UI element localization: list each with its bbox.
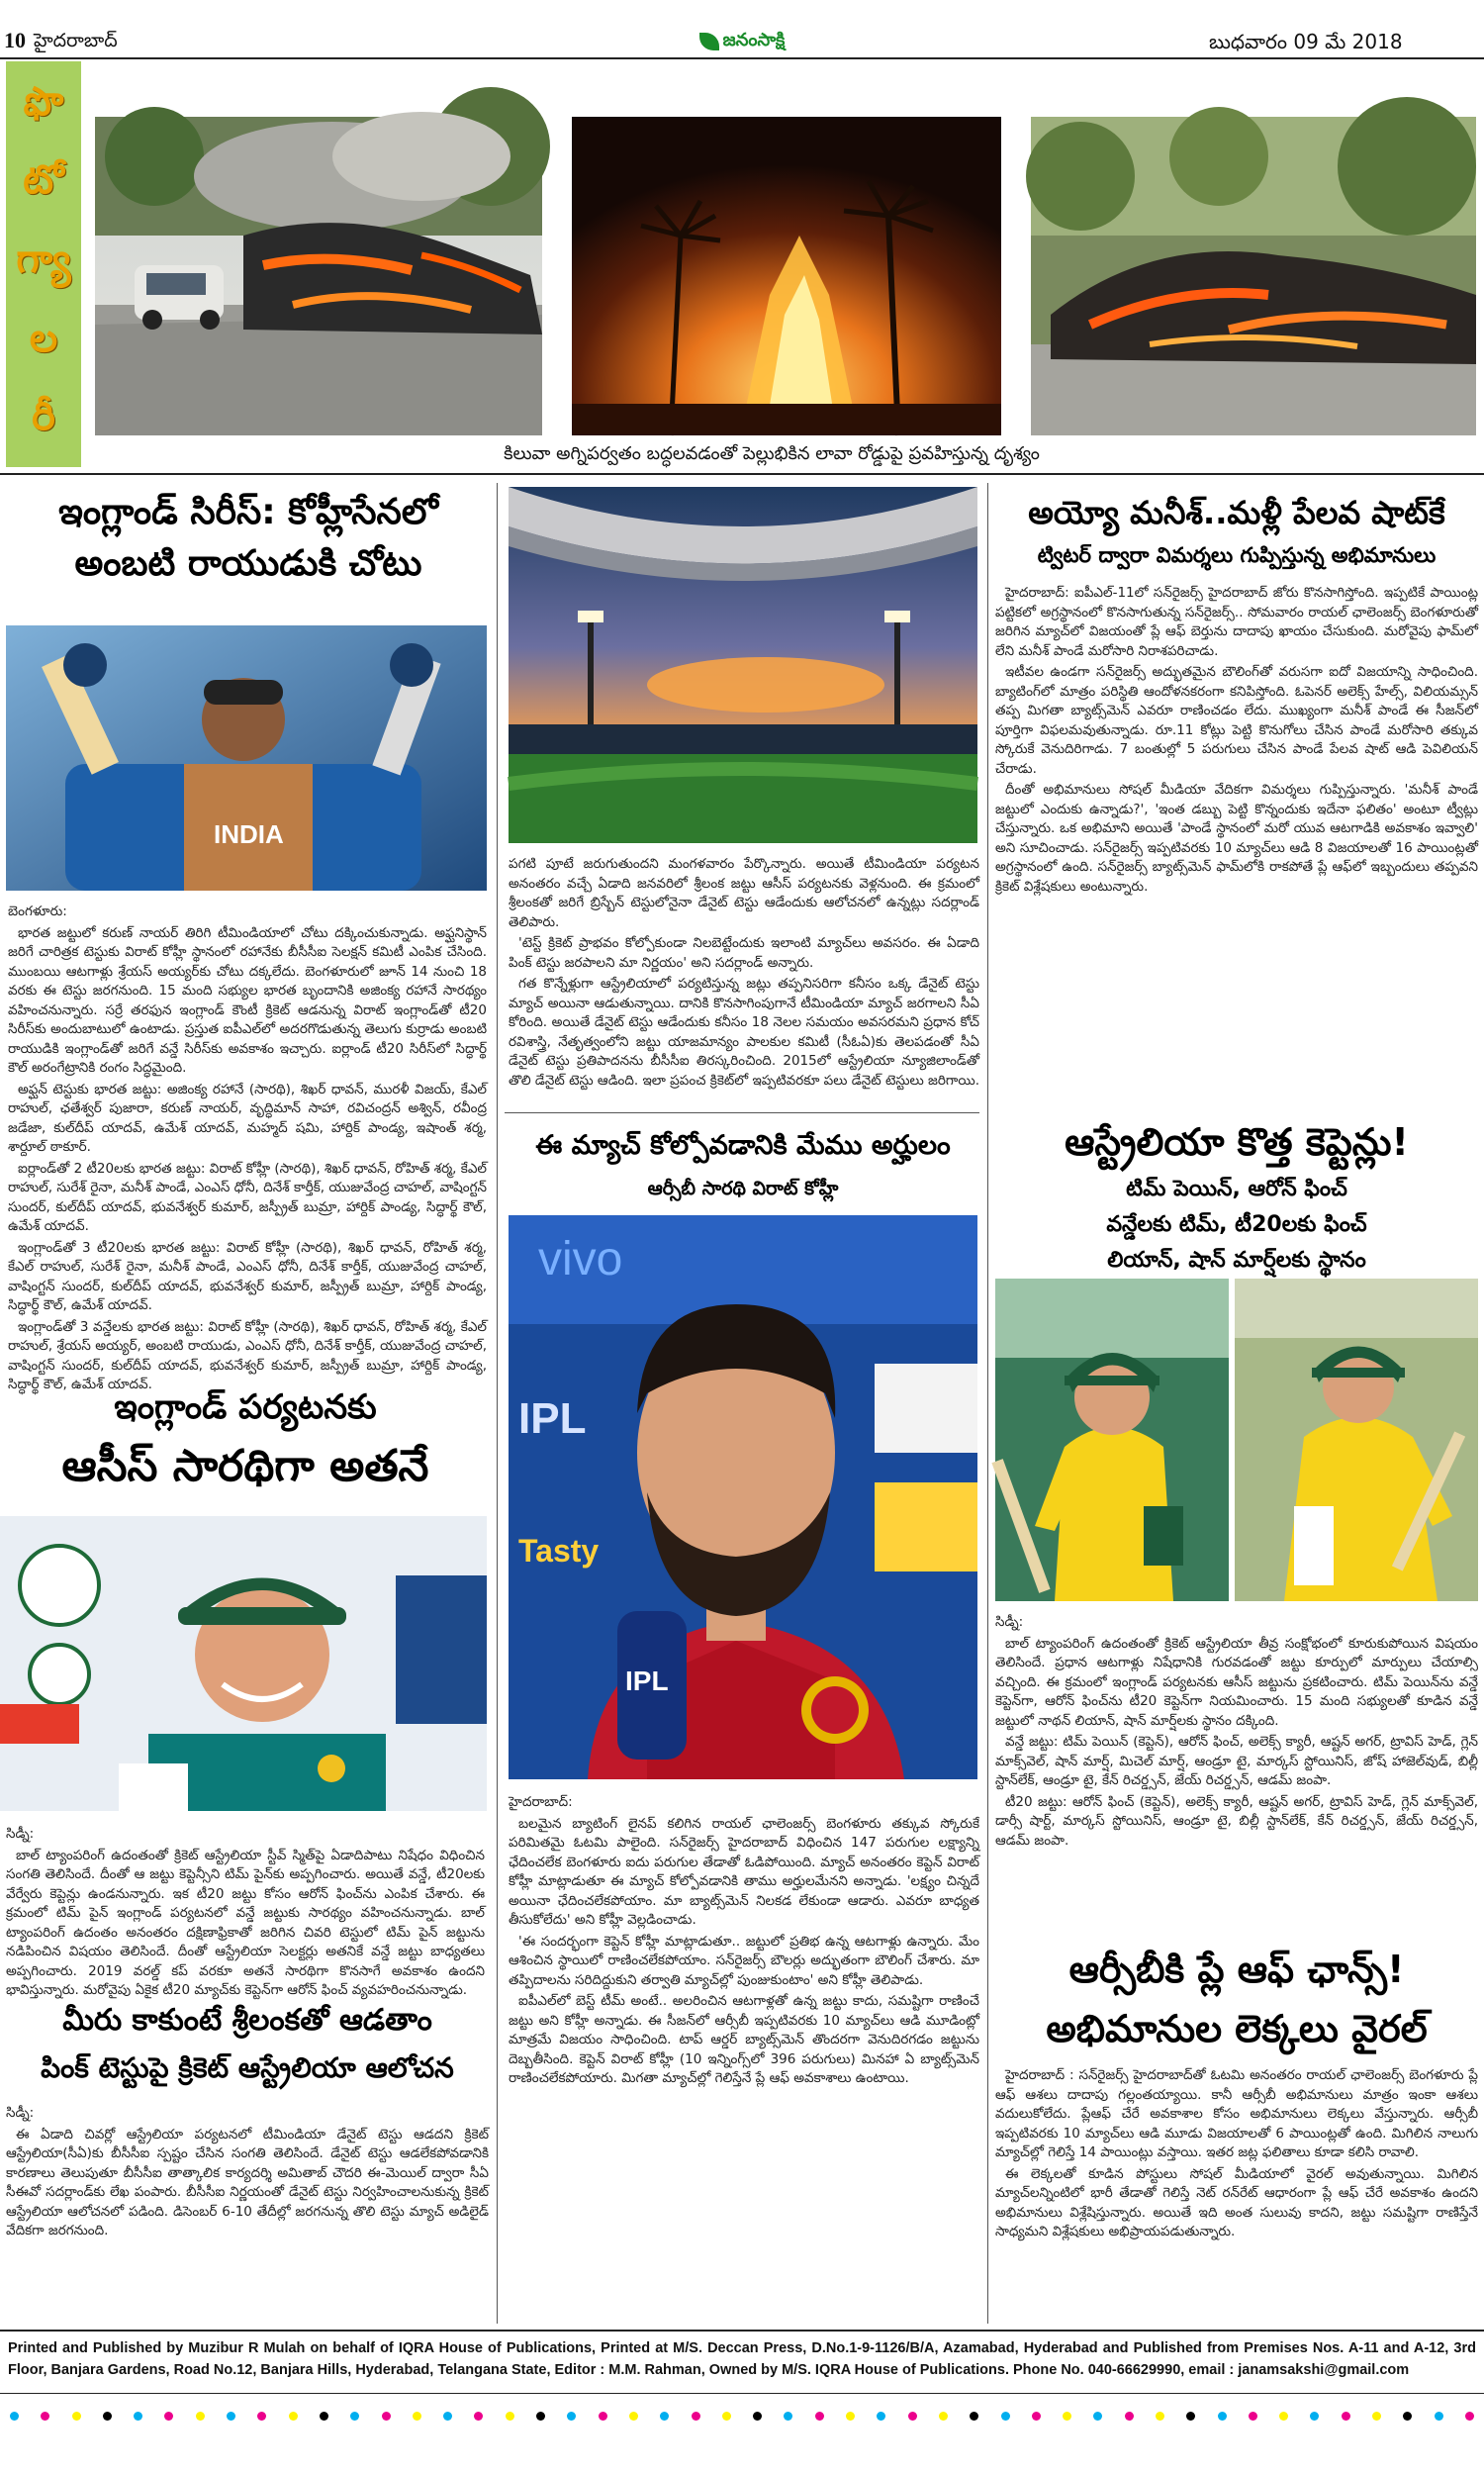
registration-dot	[1156, 2412, 1164, 2421]
registration-dot	[753, 2412, 762, 2421]
registration-dot	[1063, 2412, 1071, 2421]
stadium-illustration	[509, 487, 977, 843]
registration-dot	[908, 2412, 917, 2421]
registration-dot	[196, 2412, 205, 2421]
lava-road-photo	[95, 117, 542, 435]
captains-sub2: వన్డేలకు టిమ్, టీ20లకు ఫించ్	[1106, 1212, 1367, 1237]
registration-dot	[506, 2412, 514, 2421]
masthead-rule	[0, 57, 1484, 59]
captains-sub3: లియాన్, షాన్ మార్ష్‌లకు స్థానం	[1107, 1248, 1366, 1273]
registration-dot	[443, 2412, 452, 2421]
paine-body: సిడ్నీ: బాల్ ట్యాంపరింగ్ ఉదంతంతో క్రికెట్ ఆస్ట్రేలియా స్టీవ్ స్మిత్‌పై ఏడాదిపాటు నిషేధం విధించిన సంగతి తెలిసిందే. దీంతో ఆ జట్టు కెప్టెన్సీని టిమ్ పైన్‌కు అప్పగించారు. అయితే వన్డే, టీ20లకు వేర్వేరు కెప్టెన్లు ఉండనున్నారు. ఇక టీ20 జట్టు కోసం ఆరోన్ ఫించ్‌ను ఎంపిక చేశారు. ఈ క్రమంలో టిమ్ పైన్ ఇంగ్లాండ్ పర్యటనలో వన్డే జట్టుకు సారథ్యం వహించనున్నాడు. బాల్ ట్యాంపరింగ్ ఉదంతం అనంతరం దక్షిణాఫ్రికాతో జరిగిన చివరి టెస్టులో టిమ్ పైన్ జట్టును నడిపించిన విషయం తెలిసిందే. దీంతో ఆస్ట్రేలియా సెలక్టర్లు అతనికే వన్డే జట్టు బాధ్యతలు అప్పగించారు. 2019 వరల్డ్ కప్ వరకూ అతనే సారథిగా కొనసాగే అవకాశం ఉందని భావిస్తున్నారు. మరోవైపు ఏకైక టీ20 మ్యాచ్‌కు కెప్టెన్‌గా ఆరోన్ ఫించ్ వ్యవహరించనున్నాడు.	[6, 1826, 485, 1998]
gallery-label-char: రీ	[32, 394, 55, 440]
registration-dot	[629, 2412, 638, 2421]
registration-dot	[474, 2412, 483, 2421]
registration-dot	[877, 2412, 885, 2421]
backdrop-word-ipl: IPL	[518, 1394, 587, 1443]
story-pink-test	[6, 1997, 489, 2314]
registration-dot	[567, 2412, 576, 2421]
story-stadium	[507, 487, 979, 1100]
registration-dot	[660, 2412, 669, 2421]
captains-headline: ఆస్ట్రేలియా కొత్త కెప్టెన్లు!	[1065, 1120, 1409, 1164]
pandey-subhead: ట్విటర్ ద్వారా విమర్శలు గుప్పిస్తున్న అభిమానులు	[1037, 543, 1437, 567]
pink-test-body: సిడ్నీ: ఈ ఏడాది చివర్లో ఆస్ట్రేలియా పర్యటనలో టీమిండియా డేనైట్ టెస్టు ఆడదని క్రికెట్ ఆస్ట్రేలియా(సీఏ)కు బీసీసీఐ స్పష్టం చేసిన సంగతి తెలిసిందే. డేనైట్ టెస్టు ఆడలేకపోవడానికి కారణాలు తెలుపుతూ బీసీసీఐ తాత్కాలిక కార్యదర్శి అమితాబ్ చౌదరి ఈ-మెయిల్ ద్వారా సీఏ సీఈవో సదర్లాండ్‌కు లేఖ పంపారు. బీసీసీఐ నిర్ణయంతో డేనైట్ టెస్టు నిర్వహించాలనుకున్న క్రికెట్ ఆస్ట్రేలియా ఆలోచనలో పడింది. డిసెంబర్ 6-10 తేదీల్లో జరగనున్న తొలి టెస్టు మ్యాచ్ అడిలైడ్ వేదికగా జరగనుంది.	[6, 2105, 489, 2238]
pandey-body: హైదరాబాద్: ఐపీఎల్-11లో సన్‌రైజర్స్ హైదరాబాద్ జోరు కొనసాగిస్తోంది. ఇప్పటికే పాయింట్ల పట్టికలో అగ్రస్థానంలో కొనసాగుతున్న సన్‌రైజర్స్.. సోమవారం రాయల్ ఛాలెంజర్స్ బెంగళూరుతో జరిగిన మ్యాచ్‌లో విజయంతో ప్లే ఆఫ్ బెర్తును దాదాపు ఖాయం చేసుకుంది. మరోవైపు ఫామ్‌లో లేని మనీశ్ పాండే మరోసారి నిరాశపరిచాడు. ఇటీవల ఉండగా సన్‌రైజర్స్ అద్భుతమైన బౌలింగ్‌తో వరుసగా ఐదో విజయాన్ని సాధించింది. బ్యాటింగ్‌లో మాత్రం పరిస్థితి ఆందోళనకరంగా కనిపిస్తోంది. ఓపెనర్ అలెక్స్ హేల్స్, విలియమ్సన్ తప్ప మిగతా బ్యాట్స్‌మెన్ ఎవరూ రాణించడం లేదు. ముఖ్యంగా మనీశ్ పాండే ఈ సీజన్‌లో పూర్తిగా విఫలమవుతున్నాడు. రూ.11 కోట్లు పెట్టి కొనుగోలు చేసిన పాండే మరోసారి తక్కువ స్కోరుకే వెనుదిరిగాడు. 7 బంతుల్లో 5 పరుగులు చేసిన పాండే పేలవ షాట్ ఆడి పెవిలియన్ చేరాడు. దీంతో అభిమానులు సోషల్ మీడియా వేదికగా విమర్శలు గుప్పిస్తున్నారు. 'మనీశ్ పాండే జట్టులో ఎందుకు ఉన్నాడు?', 'ఇంత డబ్బు పెట్టి కొన్నందుకు ఇదేనా ఫలితం' అంటూ ట్వీట్లు చేస్తున్నారు. ఒక అభిమాని అయితే 'పాండే స్థానంలో మరో యువ ఆటగాడికి అవకాశం ఇవ్వాలి' అని సూచించాడు. సన్‌రైజర్స్ ఇప్పటివరకు 10 మ్యాచ్‌లు ఆడి 8 విజయాలతో 16 పాయింట్లతో అగ్రస్థానంలో ఉంది. సన్‌రైజర్స్ బ్యాట్స్‌మెన్ ఫామ్‌లోకి రాకపోతే ప్లే ఆఫ్‌లో ఇబ్బందులు తప్పవని క్రికెట్ విశ్లేషకులు అంటున్నారు.	[995, 585, 1478, 895]
stadium-body: పగటి పూటే జరుగుతుందని మంగళవారం పేర్కొన్నారు. అయితే టీమిండియా పర్యటన అనంతరం వచ్చే ఏడాది జనవరిలో శ్రీలంక జట్టు ఆసీస్ పర్యటనకు వెళ్లనుంది. ఈ క్రమంలో శ్రీలంకతో జరిగే బ్రిస్బేన్ టెస్టులోనైనా డేనైట్ టెస్టు ఆడేందుకు ఆలోచనలో ఉన్నట్లు సదర్లాండ్ తెలిపారు. 'టెస్ట్ క్రికెట్ ప్రాభవం కోల్పోకుండా నిలబెట్టేందుకు ఇలాంటి మ్యాచ్‌లు అవసరం. ఈ ఏడాది పింక్ టెస్టు జరపాలని మా నిర్ణయం' అని సదర్లాండ్ అన్నారు. గత కొన్నేళ్లుగా ఆస్ట్రేలియాలో పర్యటిస్తున్న జట్లు తప్పనిసరిగా కనీసం ఒక్క డేనైట్ టెస్టు మ్యాచ్ అయినా ఆడుతున్నాయి. దానికి కొనసాగింపుగానే టీమిండియా మ్యాచ్ జరగాలని సీఏ కోరింది. అయితే డేనైట్ టెస్టు ఆడేందుకు కనీసం 18 నెలల సమయం అవసరమని ప్రధాన కోచ్ రవిశాస్త్రి, నేతృత్వంలోని జట్టు యాజమాన్యం పాలకుల కమిటీ (సీఓఏ)కు తెలపడంతో సీఏ డేనైట్ టెస్టు ప్రతిపాదనను బీసీసీఐ తిరస్కరించింది. 2015లో ఆస్ట్రేలియా న్యూజిలాండ్‌తో తొలి డేనైట్ టెస్టు ఆడింది. ఇలా ప్రపంచ క్రికెట్‌లో ఇప్పటివరకూ పలు డేనైట్ టెస్టులు జరిగాయి.	[509, 856, 980, 1089]
registration-dot	[599, 2412, 607, 2421]
photo-gallery	[0, 61, 1484, 475]
registration-dot	[1279, 2412, 1288, 2421]
captains-body: సిడ్నీ: బాల్ ట్యాంపరింగ్ ఉదంతంతో క్రికెట్ ఆస్ట్రేలియా తీవ్ర సంక్షోభంలో కూరుకుపోయిన విషయం తెలిసిందే. ప్రధాన ఆటగాళ్లు నిషేధానికి గురవడంతో జట్టు కూర్పులో మార్పులు చేయాల్సి వచ్చింది. ఈ క్రమంలో ఇంగ్లాండ్ పర్యటనకు ఆసీస్ జట్టును ప్రకటించారు. టిమ్ పెయిన్‌ను వన్డే కెప్టెన్‌గా, ఆరోన్ ఫించ్‌ను టీ20 కెప్టెన్‌గా నియమించారు. 15 మంది సభ్యులతో కూడిన వన్డే జట్టులో నాథన్ లియాన్, షాన్ మార్ష్‌లకు స్థానం దక్కింది. వన్డే జట్టు: టిమ్ పెయిన్ (కెప్టెన్), ఆరోన్ ఫించ్, అలెక్స్ క్యారీ, ఆష్టన్ అగర్, ట్రావిస్ హెడ్, గ్లెన్ మాక్స్‌వెల్, షాన్ మార్ష్, మిచెల్ మార్ష్, ఆండ్రూ టై, మార్కస్ స్టోయినిస్, జోష్ హాజెల్‌వుడ్, బిల్లీ స్టాన్‌లేక్, ఆండ్రూ టై, కేన్ రిచర్డ్సన్, జేయ్ రిచర్డ్సన్, ఆడమ్ జంపా. టీ20 జట్టు: ఆరోన్ ఫించ్ (కెప్టెన్), అలెక్స్ క్యారీ, ఆష్టన్ అగర్, ట్రావిస్ హెడ్, గ్లెన్ మాక్స్‌వెల్, డార్సీ షార్ట్, మార్కస్ స్టోయినిస్, ఆండ్రూ టై, బిల్లీ స్టాన్‌లేక్, కేన్ రిచర్డ్సన్, జేయ్ రిచర్డ్సన్, ఆడమ్ జంపా.	[995, 1614, 1478, 1849]
story-rayudu	[6, 487, 491, 1392]
registration-dot	[1342, 2412, 1350, 2421]
pandey-headline: అయ్యో మనీశ్..మళ్లీ పేలవ షాట్‌కే	[1028, 494, 1445, 531]
story-rcb	[995, 1940, 1478, 2322]
lava-road-illustration	[95, 117, 542, 435]
registration-dot	[289, 2412, 298, 2421]
registration-dot	[970, 2412, 978, 2421]
jersey-text: INDIA	[214, 819, 284, 849]
registration-dot	[103, 2412, 112, 2421]
registration-dot	[134, 2412, 142, 2421]
gallery-label-char: టో	[23, 157, 64, 204]
finch-batting-illustration	[1235, 1279, 1478, 1601]
kohli-headline: ఈ మ్యాచ్ కోల్పోవడానికి మేము అర్హులం	[535, 1130, 951, 1161]
registration-dot	[1125, 2412, 1134, 2421]
registration-dot	[1249, 2412, 1257, 2421]
registration-dot	[257, 2412, 266, 2421]
stadium-photo	[509, 487, 977, 843]
backdrop-word-vivo: vivo	[538, 1233, 623, 1285]
lava-field-photo	[1031, 117, 1476, 435]
kohli-illustration	[509, 1215, 977, 1779]
registration-dot	[382, 2412, 391, 2421]
rayudu-photo	[6, 625, 487, 891]
registration-dot	[1186, 2412, 1195, 2421]
registration-dot	[846, 2412, 855, 2421]
registration-dot	[320, 2412, 328, 2421]
kohli-body: హైదరాబాద్: బలమైన బ్యాటింగ్ లైనప్ కలిగిన రాయల్ ఛాలెంజర్స్ బెంగళూరు తక్కువ స్కోరుకే పరిమితమై ఓటమి పాలైంది. సన్‌రైజర్స్ హైదరాబాద్ విధించిన 147 పరుగుల లక్ష్యాన్ని ఛేదించలేక బెంగళూరు ఐదు పరుగుల తేడాతో ఓడిపోయింది. మ్యాచ్ అనంతరం కెప్టెన్ విరాట్ కోహ్లీ మాట్లాడుతూ ఈ మ్యాచ్ కోల్పోవడానికి తాము అర్హులమేనని అన్నాడు. 'లక్ష్యం చిన్నదే అయినా ఛేదించలేకపోయాం. మా బ్యాట్స్‌మెన్ నిలకడ లేకుండా ఆడారు. ఎవరూ బాధ్యత తీసుకోలేదు' అని కోహ్లీ వెల్లడించాడు. 'ఈ సందర్భంగా కెప్టెన్ కోహ్లీ మాట్లాడుతూ.. జట్టులో ప్రతిభ ఉన్న ఆటగాళ్లు ఉన్నారు. మేం ఆశించిన స్థాయిలో రాణించలేకపోయాం. సన్‌రైజర్స్ బౌలర్లు అద్భుతంగా బౌలింగ్ చేశారు. మా తప్పిదాలను సరిదిద్దుకుని తర్వాతి మ్యాచ్‌ల్లో పుంజుకుంటాం' అని కోహ్లీ తెలిపాడు. ఐపీఎల్‌లో బెస్ట్ టీమ్ అంటే.. అలరించిన ఆటగాళ్లతో ఉన్న జట్టు కాదు, సమష్టిగా రాణించే జట్టు అని కోహ్లీ అన్నాడు. ఈ సీజన్‌లో ఆర్సీబీ ఇప్పటివరకు 10 మ్యాచ్‌లు ఆడి మూడింట్లో మాత్రమే విజయం సాధించింది. టాప్ ఆర్డర్ బ్యాట్స్‌మెన్ తొందరగా వెనుదిరగడం జట్టును దెబ్బతీసింది. కెప్టెన్ విరాట్ కోహ్లీ (10 ఇన్నింగ్స్‌లో 396 పరుగులు) మినహా ఏ బ్యాట్స్‌మెన్ రాణించలేకపోయారు. మిగతా మ్యాచ్‌ల్లో గెలిస్తేనే ప్లే ఆఫ్ అవకాశాలు ఉంటాయి.	[509, 1794, 979, 2086]
issue-date: బుధవారం 09 మే 2018	[1209, 30, 1403, 53]
registration-dot	[815, 2412, 824, 2421]
registration-dot	[1218, 2412, 1227, 2421]
kohli-photo	[509, 1215, 977, 1779]
registration-dot	[1001, 2412, 1010, 2421]
registration-marks	[0, 2401, 1484, 2430]
lava-eruption-illustration	[572, 117, 1001, 435]
registration-dot	[41, 2412, 49, 2421]
gallery-rule	[0, 473, 1484, 475]
registration-dot	[1032, 2412, 1041, 2421]
gallery-label-char: ల	[29, 315, 58, 361]
registration-dot	[1093, 2412, 1102, 2421]
registration-dot	[413, 2412, 421, 2421]
logo-leaf-icon	[699, 33, 719, 50]
captains-sub1: టిమ్ పెయిన్, ఆరోన్ ఫించ్	[1126, 1177, 1347, 1201]
footer-imprint: Printed and Published by Muzibur R Mulah on behalf of IQRA House of Publications, Printed at M/S. Deccan Press, D.No.1-9-1126/B/A, Azamabad, Hyderabad and Published from Premises Nos. A-11 and A-12, 3rd Floor, Banjara Gardens, Road No.12, Banjara Hills, Hyderabad, Telangana State, Editor : M.M. Rahman, Owned by M/S. IQRA House of Publications. Phone No. 040-66629990, email : janamsakshi@gmail.com	[8, 2340, 1476, 2378]
registration-dot	[784, 2412, 792, 2421]
paine-headline: ఇంగ్లాండ్ పర్యటనకు ఆసీస్ సారథిగా అతనే	[61, 1387, 429, 1491]
registration-dot	[164, 2412, 173, 2421]
story-kohli	[507, 1124, 979, 2322]
pink-test-headline: మీరు కాకుంటే శ్రీలంకతో ఆడతాం పింక్ టెస్టుపై క్రికెట్ ఆస్ట్రేలియా ఆలోచన	[41, 2003, 454, 2084]
rayudu-illustration	[6, 625, 487, 891]
registration-dot	[227, 2412, 235, 2421]
registration-dot	[350, 2412, 359, 2421]
masthead	[0, 0, 1484, 59]
registration-dot	[1372, 2412, 1381, 2421]
registration-dot	[1403, 2412, 1412, 2421]
lava-field-illustration	[1031, 117, 1476, 435]
registration-dot	[692, 2412, 700, 2421]
tim-paine-photo	[0, 1516, 487, 1811]
registration-dot	[10, 2412, 19, 2421]
registration-dot	[536, 2412, 545, 2421]
registration-dot	[1310, 2412, 1319, 2421]
aaron-finch-batting-photo	[1235, 1279, 1478, 1601]
gallery-label-char: ఫొ	[23, 78, 64, 125]
rcb-headline: ఆర్సీబీకి ప్లే ఆఫ్ ఛాన్స్! అభిమానుల లెక్కలు వైరల్	[1046, 1948, 1428, 2050]
story-pandey	[995, 487, 1478, 1100]
registration-dot	[1435, 2412, 1443, 2421]
story-captains	[995, 1112, 1478, 1934]
lava-eruption-photo	[572, 117, 1001, 435]
backdrop-word-tasty: Tasty	[518, 1533, 600, 1569]
registration-dot	[722, 2412, 731, 2421]
tim-paine-batting-photo	[995, 1279, 1229, 1601]
registration-dot	[1465, 2412, 1474, 2421]
gallery-caption: కిలువా అగ్నిపర్వతం బద్ధలవడంతో పెల్లుభికిన లావా రోడ్డుపై ప్రవహిస్తున్న దృశ్యం	[504, 443, 1040, 464]
logo	[688, 26, 796, 57]
tim-paine-illustration	[0, 1516, 487, 1811]
rayudu-body: బెంగళూరు: భారత జట్టులో కరుణ్ నాయర్ తిరిగి టీమిండియాలో చోటు దక్కించుకున్నాడు. అఫ్ఘనిస్థాన్ జరిగే చారిత్రక టెస్టుకు విరాట్ కోహ్లీ స్థానంలో రహానేకు బీసీసీఐ సెలక్షన్ కమిటీ ఎంపిక చేసింది. ముంబయి ఆటగాళ్లు శ్రేయస్ అయ్యర్‌కు చోటు దక్కలేదు. బెంగళూరులో జూన్ 14 నుంచి 18 వరకు ఈ టెస్టు జరగనుంది. 15 మంది సభ్యుల భారత బృందానికి అజింక్య రహానే సారథ్యం వహించనున్నారు. సర్రే తరఫున ఇంగ్లాండ్ కౌంటీ క్రికెట్ ఆడనున్న విరాట్ ఇంగ్లాండ్‌తో టీ20 సిరీస్‌కు అందుబాటులో ఉంటాడు. ప్రస్తుత ఐపీఎల్‌లో అదరగొడుతున్న తెలుగు కుర్రాడు అంబటి రాయుడికి ఇంగ్లాండ్‌తో జరిగే వన్డే సిరీస్‌కు అవకాశం ఇచ్చారు. ఐర్లాండ్ టీ20 సిరీస్‌లో సిద్ధార్థ్ కౌల్ అరంగేట్రానికి రంగం సిద్ధమైంది. అఫ్ఘన్ టెస్టుకు భారత జట్టు: అజింక్య రహానే (సారథి), శిఖర్ ధావన్, మురళీ విజయ్, కేఎల్ రాహుల్, ఛతేశ్వర్ పుజారా, కరుణ్ నాయర్, వృద్ధిమాన్ సాహా, రవిచంద్రన్ అశ్విన్, రవీంద్ర జడేజా, కుల్‌దీప్ యాదవ్, ఉమేశ్ యాదవ్, మహ్మద్ షమి, హార్దిక్ పాండ్య, ఇషాంత్ శర్మ, శార్దూల్ ఠాకూర్. ఐర్లాండ్‌తో 2 టీ20లకు భారత జట్టు: విరాట్ కోహ్లీ (సారథి), శిఖర్ ధావన్, రోహిత్ శర్మ, కేఎల్ రాహుల్, సురేశ్ రైనా, మనీశ్ పాండే, ఎంఎస్ ధోనీ, దినేశ్ కార్తీక్, యుజువేంద్ర చాహల్, వాషింగ్టన్ సుందర్, కుల్‌దీప్ యాదవ్, భువనేశ్వర్ కుమార్, జస్ప్రీత్ బుమ్రా, హార్దిక్ పాండ్య, సిద్ధార్థ్ కౌల్, ఉమేశ్ యాదవ్. ఇంగ్లాండ్‌తో 3 టీ20లకు భారత జట్టు: విరాట్ కోహ్లీ (సారథి), శిఖర్ ధావన్, రోహిత్ శర్మ, కేఎల్ రాహుల్, సురేశ్ రైనా, మనీశ్ పాండే, ఎంఎస్ ధోనీ, దినేశ్ కార్తీక్, యుజువేంద్ర చాహల్, వాషింగ్టన్ సుందర్, కుల్‌దీప్ యాదవ్, భువనేశ్వర్ కుమార్, జస్ప్రీత్ బుమ్రా, హార్దిక్ పాండ్య, సిద్ధార్థ్ కౌల్, ఉమేశ్ యాదవ్. ఇంగ్లాండ్‌తో 3 వన్డేలకు భారత జట్టు: విరాట్ కోహ్లీ (సారథి), శిఖర్ ధావన్, రోహిత్ శర్మ, కేఎల్ రాహుల్, శ్రేయస్ అయ్యర్, అంబటి రాయుడు, ఎంఎస్ ధోనీ, దినేశ్ కార్తీక్, యుజువేంద్ర చాహల్, వాషింగ్టన్ సుందర్, కుల్‌దీప్ యాదవ్, భువనేశ్వర్ కుమార్, జస్ప్రీత్ బుమ్రా, హార్దిక్ పాండ్య, సిద్ధార్థ్ కౌల్, ఉమేశ్ యాదవ్.	[8, 904, 487, 1392]
gallery-label-char: గ్యా	[16, 236, 71, 282]
paine-batting-illustration	[995, 1279, 1229, 1601]
gallery-label	[6, 61, 81, 467]
page-number: 10	[4, 28, 26, 52]
story-paine	[0, 1378, 491, 1998]
registration-dot	[72, 2412, 81, 2421]
kohli-subhead: ఆర్సీబీ సారథి విరాట్ కోహ్లీ	[647, 1178, 839, 1199]
rcb-body: హైదరాబాద్ : సన్‌రైజర్స్ హైదరాబాద్‌తో ఓటమి అనంతరం రాయల్ ఛాలెంజర్స్ బెంగళూరు ప్లే ఆఫ్ ఆశలు దాదాపు గల్లంతయ్యాయి. కానీ ఆర్సీబీ అభిమానులు మాత్రం ఇంకా ఆశలు వదులుకోలేదు. ప్లేఆఫ్ చేరే అవకాశాల కోసం అభిమానులు లెక్కలు వేస్తున్నారు. ఆర్సీబీ ఇప్పటివరకు 10 మ్యాచ్‌లు ఆడి మూడు విజయాలతో 6 పాయింట్లతో ఉంది. మిగిలిన నాలుగు మ్యాచ్‌ల్లో గెలిస్తే 14 పాయింట్లు వస్తాయి. ఇతర జట్ల ఫలితాలు కూడా కలిసి రావాలి. ఈ లెక్కలతో కూడిన పోస్టులు సోషల్ మీడియాలో వైరల్ అవుతున్నాయి. మిగిలిన మ్యాచ్‌లన్నింటిలో భారీ తేడాతో గెలిస్తే నెట్ రన్‌రేట్ ఆధారంగా ప్లే ఆఫ్ చేరే అవకాశం ఉందని అభిమానులు విశ్లేషిస్తున్నారు. అయితే ఇది అంత సులువు కాదని, జట్టు సమష్టిగా రాణిస్తేనే సాధ్యమని విశ్లేషకులు అభిప్రాయపడుతున్నారు.	[995, 2067, 1478, 2239]
rayudu-headline: ఇంగ్లాండ్ సిరీస్: కోహ్లీసేనలో అంబటి రాయుడుకి చోటు	[58, 492, 438, 584]
edition-label: హైదరాబాద్	[34, 30, 118, 51]
logo-text: జనంసాక్షి	[722, 29, 786, 50]
mic-text: IPL	[625, 1666, 669, 1696]
registration-dot	[939, 2412, 948, 2421]
